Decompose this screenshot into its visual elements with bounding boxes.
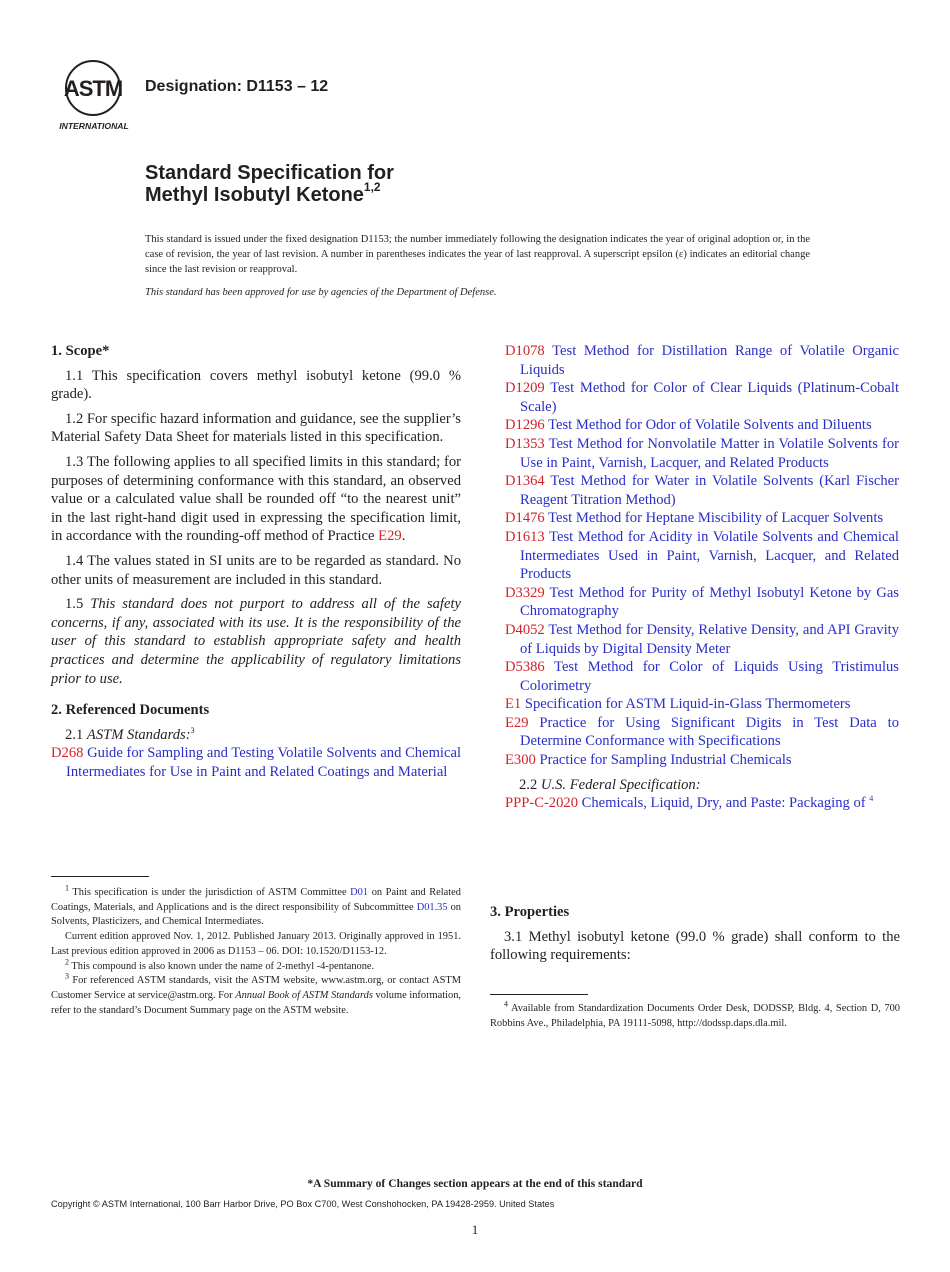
- ref-entry[interactable]: [505, 621, 899, 658]
- ref-entry[interactable]: [505, 751, 899, 770]
- page-number: 1: [471, 1222, 479, 1237]
- paragraph-2-2-num: 2.2: [519, 776, 538, 793]
- ref-title[interactable]: Specification for ASTM Liquid-in-Glass Thermometers: [524, 696, 851, 713]
- footnote-3: [51, 971, 461, 1018]
- ref-code[interactable]: D1296: [505, 417, 545, 434]
- logo-text: ASTM: [63, 76, 123, 101]
- title-footnote-ref: 1,2: [363, 180, 381, 195]
- footnote-1-text-c: on Solvents, Plasticizers, and Chemical Intermediates.: [51, 901, 461, 928]
- preamble: [145, 232, 810, 300]
- footnote-4-text: Available from Standardization Documents Order Desk, DODSSP, Bldg. 4, Section D, 700 Robbins Ave., Philadelphia, PA 19111-5098, http://dodssp.daps.dla.mil.: [490, 1003, 901, 1029]
- paragraph-2-1-num: 2.1: [65, 726, 84, 743]
- section-1-heading: 1. Scope*: [51, 343, 110, 359]
- ref-code[interactable]: D4052: [505, 621, 545, 638]
- ref-entry[interactable]: [505, 714, 899, 751]
- ref-entry[interactable]: [505, 472, 899, 509]
- footnote-4-num: 4: [504, 999, 508, 1009]
- ref-code[interactable]: D1476: [505, 510, 545, 527]
- footnote-2: [51, 957, 461, 975]
- ref-entry[interactable]: [505, 379, 899, 416]
- ref-title[interactable]: Test Method for Distillation Range of Volatile Organic Liquids: [520, 343, 899, 378]
- ref-title[interactable]: Practice for Using Significant Digits in Test Data to Determine Conformance with Specifications: [520, 714, 899, 750]
- footnote-3-text-b: volume information, refer to the standard’s Document Summary page on the ASTM website.: [51, 989, 461, 1016]
- footnotes-right: [490, 999, 901, 1031]
- paragraph-1-5: [51, 595, 461, 688]
- ref-title[interactable]: Test Method for Heptane Miscibility of Lacquer Solvents: [548, 510, 884, 527]
- title-line-2: [145, 180, 394, 206]
- paragraph-1-3-end: .: [401, 528, 406, 545]
- ref-code[interactable]: E29: [505, 714, 529, 731]
- footnote-2-text: This compound is also known under the name of 2-methyl -4-pentanone.: [71, 960, 375, 972]
- fed-spec-title[interactable]: Chemicals, Liquid, Dry, and Paste: Packaging of: [581, 795, 866, 812]
- paragraph-1-3: [51, 453, 461, 546]
- footnote-3-text-a: For referenced ASTM standards, visit the ASTM website, www.astm.org, or contact ASTM Customer Service at service@astm.org. For: [51, 975, 461, 1001]
- fed-spec-entry[interactable]: [505, 794, 899, 813]
- paragraph-2-2-text: U.S. Federal Specification:: [540, 776, 701, 793]
- footnote-rule-right: [490, 994, 588, 995]
- footnote-1-edition: Current edition approved Nov. 1, 2012. Published January 2013. Originally approved in 1951. Last previous edition approved in 2006 as D1153 – 06. DOI: 10.1520/D1153-12.: [51, 931, 461, 957]
- section-2-heading: 2. Referenced Documents: [51, 702, 210, 719]
- footnotes-left: [51, 883, 461, 1018]
- footnote-2-num: 2: [65, 957, 69, 967]
- paragraph-1-4: 1.4 The values stated in SI units are to be regarded as standard. No other units of measurement are included in this standard.: [51, 552, 461, 588]
- ref-entry[interactable]: [505, 435, 899, 472]
- footnote-1-text-a: This specification is under the jurisdiction of ASTM Committee: [72, 887, 347, 898]
- summary-of-changes-note: *A Summary of Changes section appears at the end of this standard: [307, 1177, 643, 1190]
- ref-entry[interactable]: [505, 342, 899, 379]
- ref-title[interactable]: Practice for Sampling Industrial Chemicals: [539, 752, 792, 769]
- ref-code[interactable]: D1209: [505, 380, 545, 397]
- paragraph-1-1: 1.1 This specification covers methyl isobutyl ketone (99.0 % grade).: [51, 367, 461, 403]
- ref-code[interactable]: D1613: [505, 528, 545, 545]
- preamble-text: This standard is issued under the fixed designation D1153; the number immediately following the designation indicates the year of original adoption or, in the case of revision, the year of last revision. A number in parentheses indicates the year of last reapproval. A superscript epsilon (ε) indicates an editorial change since the last revision or reapproval.: [145, 234, 810, 275]
- ref-entry[interactable]: [505, 695, 899, 714]
- footnote-1: [51, 883, 461, 930]
- footnote-4: [490, 999, 901, 1031]
- footnote-3-num: 3: [65, 971, 69, 981]
- footnote-ref-4: 4: [869, 794, 874, 804]
- paragraph-3-1: 3.1 Methyl isobutyl ketone (99.0 % grade) shall conform to the following requirements:: [490, 928, 900, 964]
- ref-code[interactable]: E300: [505, 752, 536, 769]
- fed-spec-code[interactable]: PPP-C-2020: [505, 795, 578, 812]
- paragraph-2-2: [505, 776, 899, 795]
- astm-logo-icon: [52, 58, 136, 132]
- ref-title[interactable]: Test Method for Nonvolatile Matter in Volatile Solvents for Use in Paint, Varnish, Lacquer, and Related Products: [520, 435, 900, 471]
- paragraph-2-1: [51, 726, 461, 745]
- ref-code[interactable]: E1: [505, 696, 522, 713]
- dod-approval-note: This standard has been approved for use by agencies of the Department of Defense.: [145, 287, 497, 298]
- ref-title[interactable]: Test Method for Water in Volatile Solvents (Karl Fischer Reagent Titration Method): [520, 473, 899, 508]
- paragraph-2-1-text: ASTM Standards:: [86, 726, 191, 743]
- right-column: [505, 342, 899, 813]
- link-d01-35[interactable]: D01.35: [416, 901, 448, 913]
- copyright: Copyright © ASTM International, 100 Barr Harbor Drive, PO Box C700, West Conshohocken, PA 19428-2959. United States: [51, 1199, 555, 1209]
- ref-title[interactable]: Test Method for Color of Liquids Using Tristimulus Colorimetry: [520, 659, 899, 694]
- ref-entry[interactable]: [505, 584, 899, 621]
- astm-logo: [52, 58, 136, 132]
- section-3: [490, 903, 900, 965]
- ref-code[interactable]: D1078: [505, 343, 545, 359]
- ref-title[interactable]: Test Method for Density, Relative Density, and API Gravity of Liquids by Digital Density Meter: [520, 621, 899, 657]
- ref-title[interactable]: Test Method for Color of Clear Liquids (Platinum-Cobalt Scale): [520, 380, 899, 415]
- title-text: Methyl Isobutyl Ketone: [145, 184, 364, 206]
- logo-subtext: INTERNATIONAL: [59, 121, 129, 131]
- page-title: [145, 162, 394, 206]
- ref-title[interactable]: Test Method for Odor of Volatile Solvents and Diluents: [548, 417, 872, 434]
- ref-entry[interactable]: [505, 509, 899, 528]
- ref-title[interactable]: Test Method for Purity of Methyl Isobutyl Ketone by Gas Chromatography: [520, 584, 899, 620]
- footnote-1-text-b: on Paint and Related Coatings, Materials, and Applications and is the direct responsibility of Subcommittee: [51, 887, 461, 913]
- ref-entry[interactable]: [505, 658, 899, 695]
- link-d01[interactable]: D01: [350, 887, 369, 898]
- footnote-ref-3: 3: [190, 725, 195, 735]
- ref-entry[interactable]: [505, 528, 899, 584]
- paragraph-1-2: 1.2 For specific hazard information and guidance, see the supplier’s Material Safety Data Sheet for materials listed in this specification.: [51, 410, 461, 446]
- footnote-3-italic: Annual Book of ASTM Standards: [235, 989, 373, 1001]
- ref-code[interactable]: D1364: [505, 473, 545, 490]
- ref-code[interactable]: D1353: [505, 435, 545, 452]
- ref-title[interactable]: Guide for Sampling and Testing Volatile Solvents and Chemical Intermediates for Use in Paint and Related Coatings and Material: [66, 745, 461, 780]
- ref-code[interactable]: D268: [51, 745, 84, 762]
- paragraph-1-5-num: 1.5: [65, 596, 84, 613]
- ref-title[interactable]: Test Method for Acidity in Volatile Solvents and Chemical Intermediates Used in Paint, Varnish, Lacquer, and Related Products: [520, 528, 899, 583]
- title-line-1: Standard Specification for: [145, 162, 394, 184]
- paragraph-1-5-text: This standard does not purport to address all of the safety concerns, if any, associated with its use. It is the responsibility of the user of this standard to establish appropriate safety and health practices and determine the applicability of regulatory limitations prior to use.: [51, 596, 461, 687]
- designation: Designation: D1153 – 12: [145, 78, 329, 95]
- ref-code[interactable]: D3329: [505, 584, 545, 601]
- left-column: [51, 342, 461, 781]
- footnote-1-num: 1: [65, 883, 69, 893]
- section-3-heading: 3. Properties: [490, 904, 570, 920]
- ref-entry[interactable]: [505, 416, 899, 435]
- ref-entry[interactable]: [51, 744, 461, 781]
- ref-code[interactable]: D5386: [505, 659, 545, 676]
- footnote-rule-left: [51, 876, 149, 877]
- link-e29[interactable]: E29: [378, 528, 402, 545]
- paragraph-1-3-text: 1.3 The following applies to all specified limits in this standard; for purposes of determining conformance with this standard, an observed value or a calculated value shall be rounded off “to the nearest unit” in the last right-hand digit used in expressing the specification limit, in accordance with the rounding-off method of Practice: [51, 453, 461, 545]
